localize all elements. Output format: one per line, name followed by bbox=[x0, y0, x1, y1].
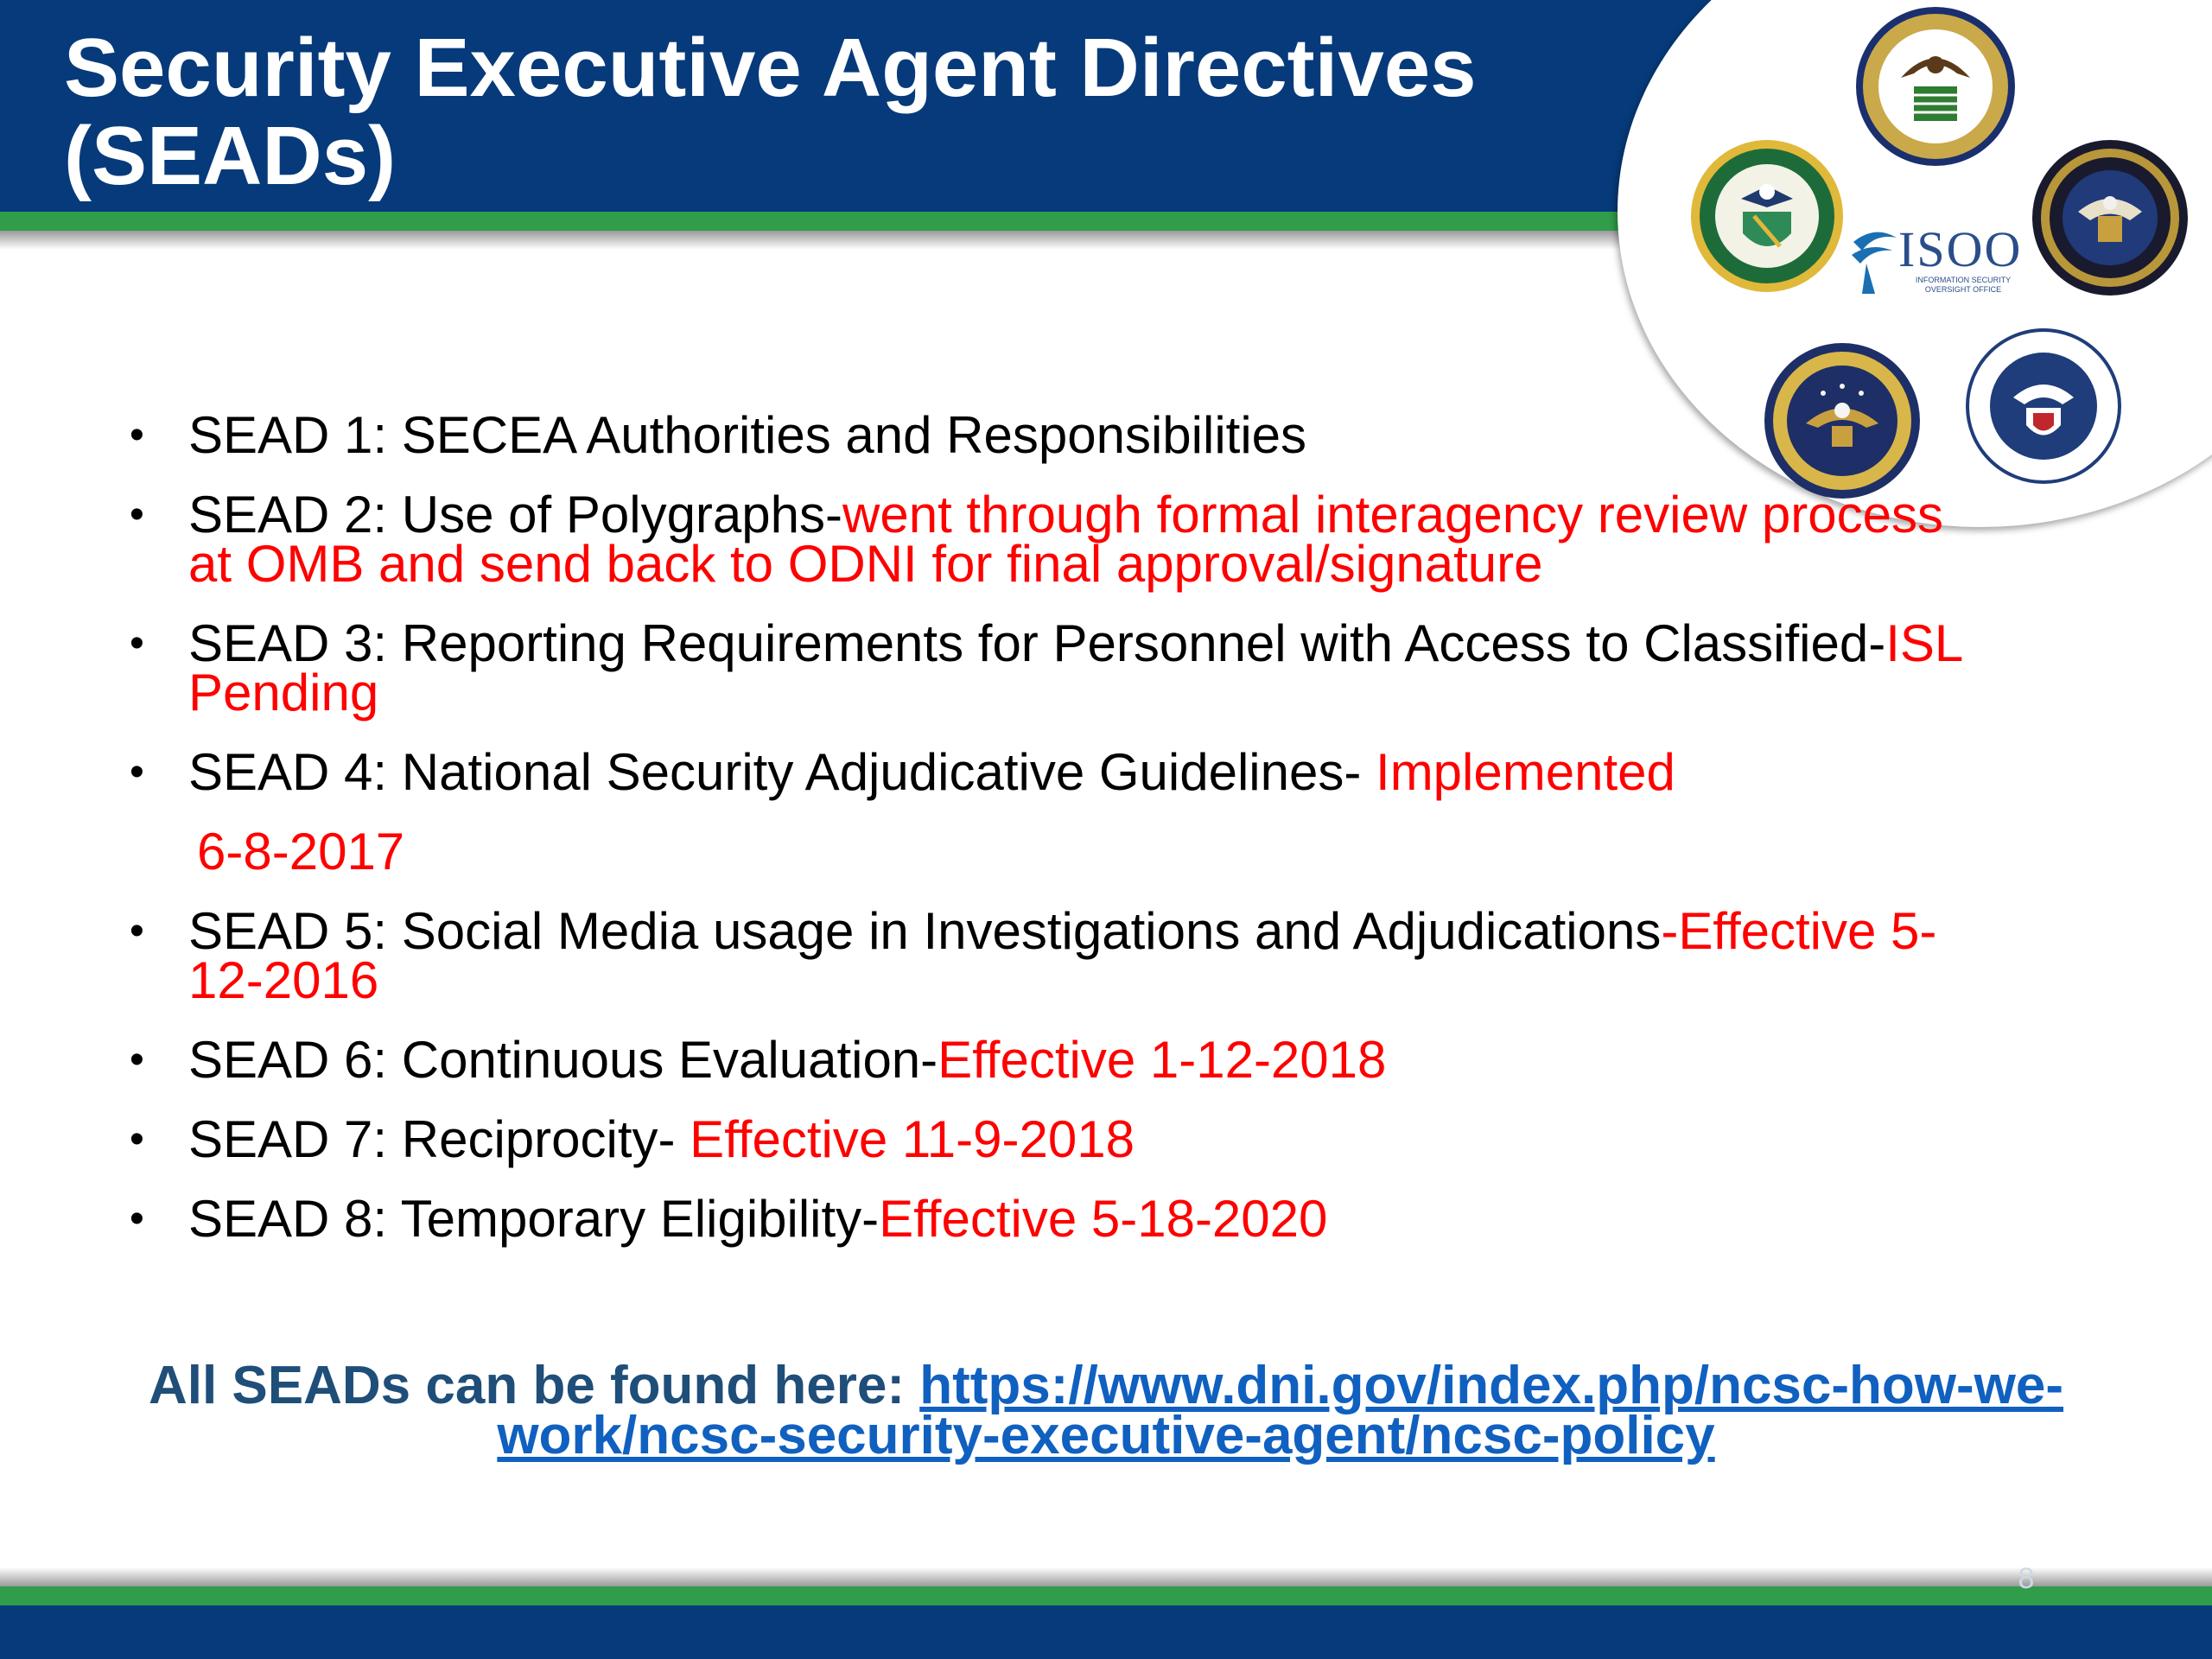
list-item-sead-3 bbox=[130, 614, 1987, 721]
list-item-sead-1 bbox=[130, 406, 1987, 464]
list-item-sead-2 bbox=[130, 486, 1987, 593]
page-number: 8 bbox=[2018, 1562, 2035, 1595]
sead-status: Effective 5-18-2020 bbox=[879, 1190, 1328, 1248]
footer-band bbox=[0, 1605, 2212, 1659]
sead-title: SEAD 8: Temporary Eligibility- bbox=[188, 1190, 880, 1248]
sead-title: SEAD 6: Continuous Evaluation- bbox=[188, 1031, 938, 1089]
ncsc-seal-icon bbox=[1853, 4, 2018, 168]
seads-location-label: All SEADs can be found here: bbox=[148, 1356, 920, 1415]
list-item-sead-6 bbox=[130, 1031, 1987, 1089]
isoo-logo bbox=[1845, 220, 2035, 298]
sead-title: SEAD 2: Use of Polygraphs- bbox=[188, 486, 843, 543]
sead-status: -Effective 5-12-2016 bbox=[188, 902, 1937, 1009]
list-item-sead-8 bbox=[130, 1190, 1987, 1248]
footer-shadow bbox=[0, 1567, 2212, 1586]
sead-bullet-list bbox=[130, 406, 1987, 1274]
list-item-sead-5 bbox=[130, 902, 1987, 1009]
sead-status: Implemented bbox=[1376, 743, 1675, 801]
list-item-sead-7 bbox=[130, 1110, 1987, 1168]
odni-seal-icon bbox=[2031, 138, 2190, 298]
list-item-sead-4 bbox=[130, 743, 1987, 880]
slide-title: Security Executive Agent Directives (SEADs) bbox=[64, 22, 1477, 202]
sead-title: SEAD 7: Reciprocity- bbox=[188, 1110, 690, 1168]
sead-title: SEAD 3: Reporting Requirements for Personnel with Access to Classified- bbox=[188, 614, 1886, 672]
sead-status: Effective 1-12-2018 bbox=[938, 1031, 1387, 1089]
seads-policy-link[interactable]: https://www.dni.gov/index.php/ncsc-how-we-work/ncsc-security-executive-agent/ncsc-policy bbox=[497, 1356, 2064, 1465]
doe-seal-icon bbox=[1689, 138, 1845, 294]
sead-status: went through formal interagency review process at OMB and send back to ODNI for final approval/signature bbox=[188, 486, 1943, 593]
seads-location-note bbox=[138, 1356, 2074, 1465]
sead-title: SEAD 1: SECEA Authorities and Responsibilities bbox=[188, 406, 1307, 464]
sead-status: ISL Pending bbox=[188, 614, 1962, 721]
sead-status-date: 6-8-2017 bbox=[197, 823, 405, 880]
dhs-seal-icon bbox=[1966, 328, 2121, 484]
isoo-text: ISOO bbox=[1898, 221, 2023, 277]
footer-green-stripe bbox=[0, 1586, 2212, 1605]
sead-title: SEAD 5: Social Media usage in Investigations and Adjudications bbox=[188, 902, 1662, 960]
isoo-subtext: INFORMATION SECURITY OVERSIGHT OFFICE bbox=[1915, 276, 2012, 294]
sead-title: SEAD 4: National Security Adjudicative Guidelines- bbox=[188, 743, 1376, 801]
isoo-wave-icon bbox=[1845, 225, 1897, 294]
sead-status: Effective 11-9-2018 bbox=[690, 1110, 1135, 1168]
